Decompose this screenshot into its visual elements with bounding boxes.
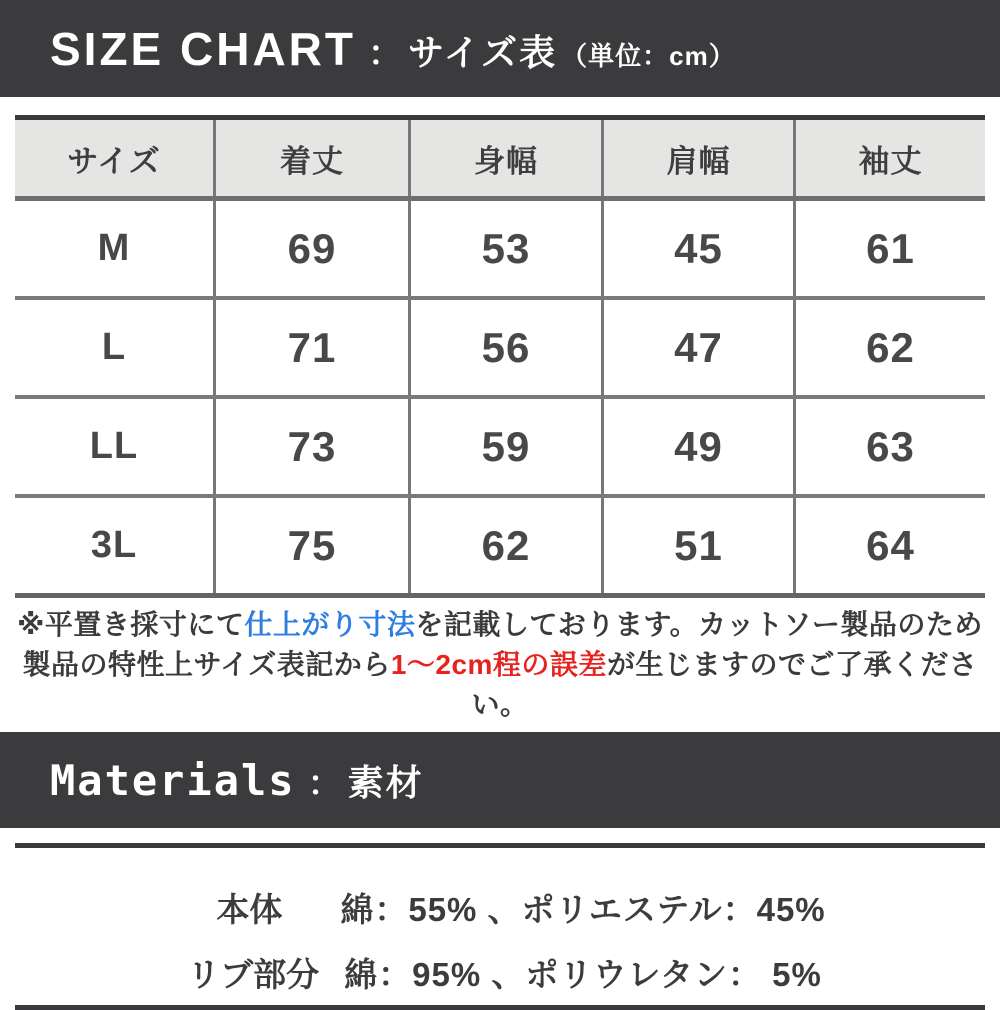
size-label: M (97, 227, 131, 269)
size-table-header-row (15, 120, 985, 201)
note-line1-suffix: を記載しております。カットソー製品のため (415, 609, 983, 640)
column-header-shoulder-width: 肩幅 (601, 120, 793, 196)
body-length-value: 69 (213, 201, 408, 296)
shoulder-width-value: 49 (601, 399, 793, 494)
body-width-value: 53 (408, 201, 601, 296)
materials-title-en: Materials (50, 755, 296, 805)
size-chart-header-bar (0, 0, 1000, 97)
column-header-size: サイズ (67, 143, 161, 179)
table-row (15, 201, 985, 300)
body-width-value: 56 (408, 300, 601, 395)
body-width-value: 59 (408, 399, 601, 494)
material-value: 綿：55% 、ポリエステル：45% (340, 891, 826, 928)
sleeve-length-value: 64 (793, 498, 985, 593)
materials-header-bar (0, 732, 1000, 828)
size-chart-title (50, 22, 736, 76)
body-length-value: 71 (213, 300, 408, 395)
material-label: 本体 (216, 891, 283, 928)
table-row (15, 498, 985, 593)
column-header-body-length: 着丈 (213, 120, 408, 196)
body-width-value: 62 (408, 498, 601, 593)
shoulder-width-value: 51 (601, 498, 793, 593)
note-line2-suffix: が生じますのでご了承ください。 (471, 649, 978, 720)
shoulder-width-value: 45 (601, 201, 793, 296)
sleeve-length-value: 63 (793, 399, 985, 494)
material-row-rib (0, 950, 1000, 995)
materials-title (50, 755, 424, 806)
body-length-value: 75 (213, 498, 408, 593)
note-line1-highlight-blue: 仕上がり寸法 (244, 609, 416, 640)
material-value: 綿：95% 、ポリウレタン： 5% (344, 956, 822, 993)
materials-title-ja: 素材 (347, 761, 424, 803)
column-header-sleeve-length: 袖丈 (793, 120, 985, 196)
sleeve-length-value: 62 (793, 300, 985, 395)
size-label: L (101, 326, 127, 368)
size-label: LL (89, 425, 139, 467)
note-line1-prefix: ※平置き採寸にて (17, 609, 245, 640)
size-chart-title-separator: ： (368, 34, 402, 73)
note-line2-prefix: 製品の特性上サイズ表記から (22, 649, 391, 680)
materials-composition (0, 848, 1000, 1005)
body-length-value: 73 (213, 399, 408, 494)
measurement-note (0, 605, 1000, 725)
materials-bottom-divider (15, 1005, 985, 1010)
table-row (15, 300, 985, 399)
size-table (15, 115, 985, 598)
note-line2-highlight-red: 1〜2cm程の誤差 (390, 649, 607, 680)
size-chart-title-en: SIZE CHART (50, 22, 356, 75)
materials-title-separator: ： (307, 764, 342, 803)
size-chart-title-ja: サイズ表 (408, 31, 558, 73)
material-label: リブ部分 (187, 956, 320, 993)
size-chart-unit-label: （単位：cm） (561, 40, 736, 71)
sleeve-length-value: 61 (793, 201, 985, 296)
table-row (15, 399, 985, 498)
shoulder-width-value: 47 (601, 300, 793, 395)
note-line-1 (0, 605, 1000, 645)
column-header-body-width: 身幅 (408, 120, 601, 196)
note-line-2 (0, 645, 1000, 725)
size-label: 3L (90, 524, 138, 566)
material-row-body (0, 885, 1000, 930)
